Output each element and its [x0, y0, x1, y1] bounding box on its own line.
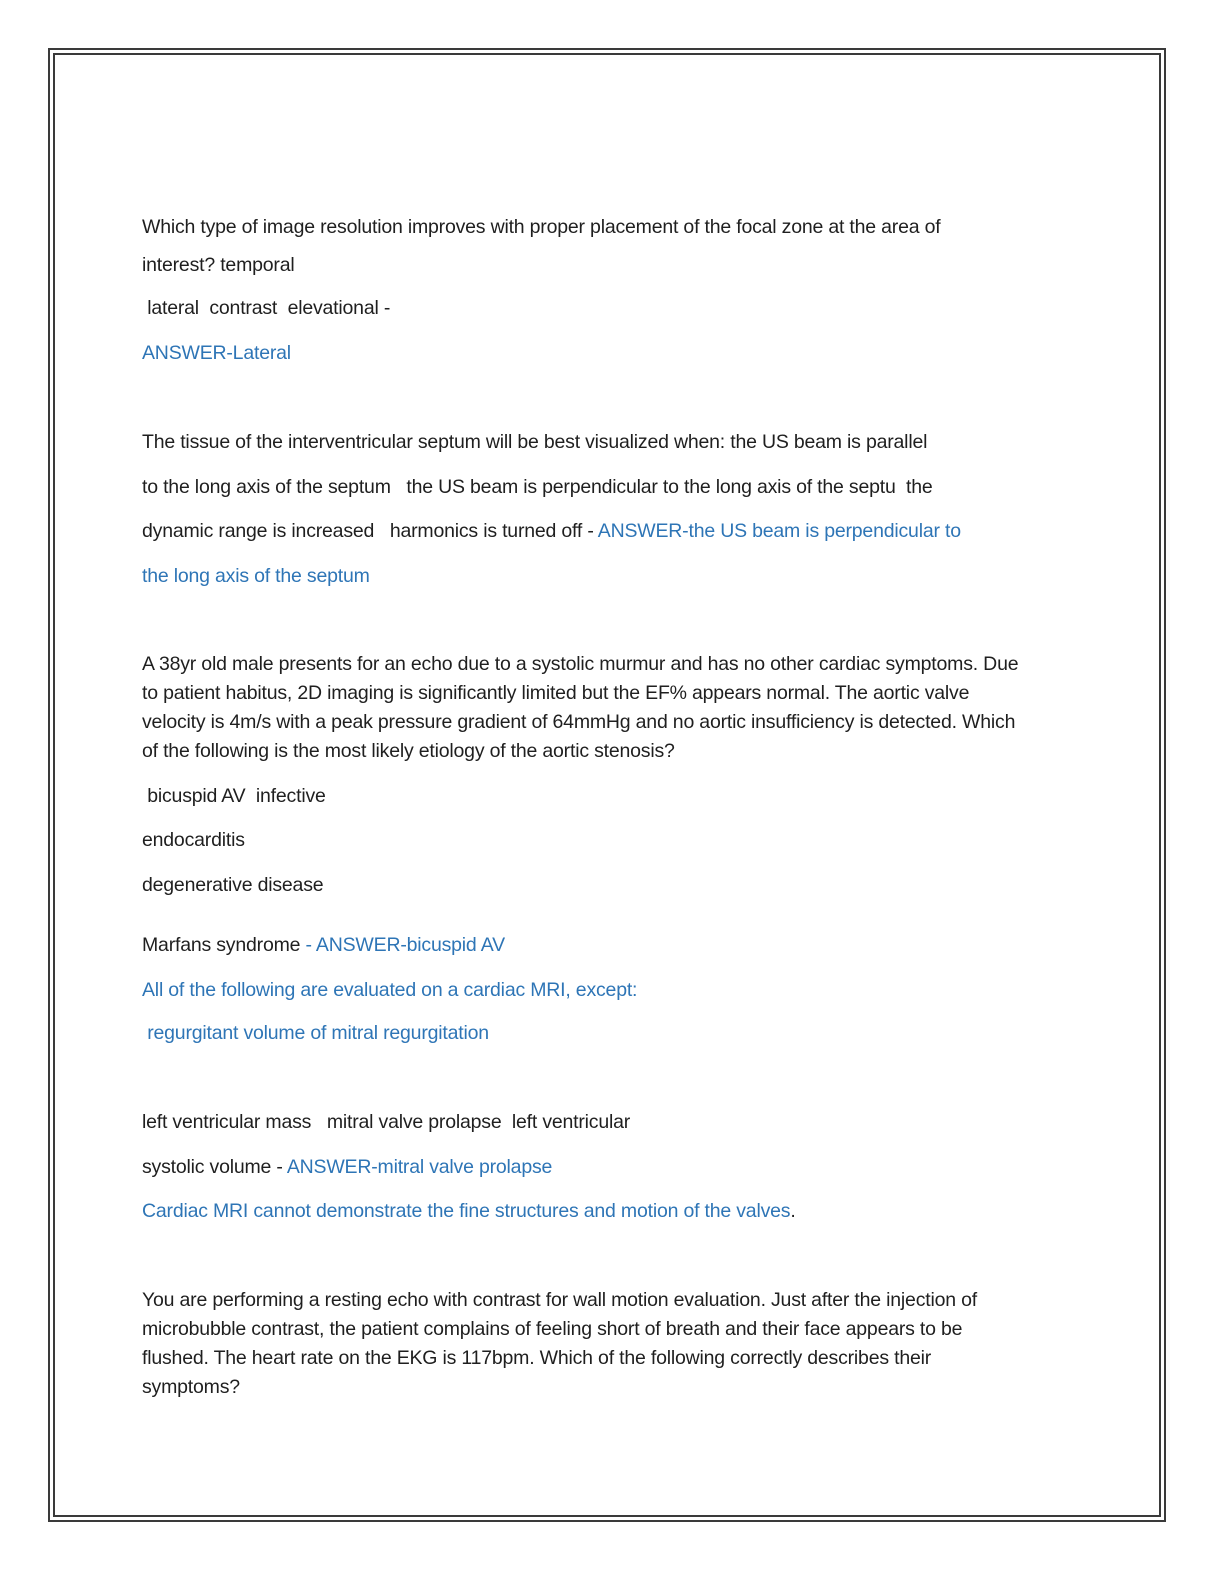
q3-answer: - ANSWER-bicuspid AV [305, 934, 505, 956]
q3-text-line-2: to patient habitus, 2D imaging is significantly limited but the EF% appears normal. The aortic valve [142, 682, 970, 704]
q4-option-1: regurgitant volume of mitral regurgitation [142, 1022, 489, 1044]
q2-text-line-3 [142, 520, 961, 543]
q3-option-3: degenerative disease [142, 874, 324, 896]
q4-explanation: Cardiac MRI cannot demonstrate the fine structures and motion of the valves [142, 1200, 791, 1222]
q1-answer: ANSWER-Lateral [142, 342, 291, 364]
q4-explanation-period: . [790, 1200, 796, 1222]
q3-text-line-3: velocity is 4m/s with a peak pressure gradient of 64mmHg and no aortic insufficiency is detected. Which [142, 711, 1016, 733]
q3-option-1: bicuspid AV infective [142, 785, 326, 807]
q3-option-2: endocarditis [142, 829, 245, 851]
q5-text-line-3: flushed. The heart rate on the EKG is 117bpm. Which of the following correctly describes their [142, 1347, 932, 1369]
q2-answer-start: ANSWER-the US beam is perpendicular to [597, 520, 961, 542]
q2-answer-end: the long axis of the septum [142, 565, 370, 587]
q3-text-line-4: of the following is the most likely etiology of the aortic stenosis? [142, 740, 675, 762]
q1-options: lateral contrast elevational - [142, 297, 391, 319]
q3-option-4-line [142, 934, 505, 957]
q2-options-end: dynamic range is increased harmonics is turned off - [142, 520, 598, 542]
q4-text-line-1: All of the following are evaluated on a cardiac MRI, except: [142, 979, 638, 1001]
q4-explanation-line [142, 1200, 796, 1223]
q1-text-line-2: interest? temporal [142, 254, 295, 276]
q3-text-line-1: A 38yr old male presents for an echo due to a systolic murmur and has no other cardiac symptoms. Due [142, 653, 1019, 675]
q2-text-line-2: to the long axis of the septum the US beam is perpendicular to the long axis of the septu the [142, 476, 933, 498]
q5-text-line-1: You are performing a resting echo with contrast for wall motion evaluation. Just after the injection of [142, 1289, 977, 1311]
q4-options-end-line [142, 1156, 552, 1179]
q5-text-line-4: symptoms? [142, 1376, 240, 1398]
q2-text-line-1: The tissue of the interventricular septum will be best visualized when: the US beam is parallel [142, 431, 928, 453]
q1-text-line-1: Which type of image resolution improves with proper placement of the focal zone at the area of [142, 216, 941, 238]
q4-options: left ventricular mass mitral valve prolapse left ventricular [142, 1111, 631, 1133]
q5-text-line-2: microbubble contrast, the patient complains of feeling short of breath and their face appears to be [142, 1318, 963, 1340]
q4-options-end: systolic volume - [142, 1156, 287, 1178]
q4-answer: ANSWER-mitral valve prolapse [286, 1156, 553, 1178]
q3-option-4: Marfans syndrome [142, 934, 306, 956]
